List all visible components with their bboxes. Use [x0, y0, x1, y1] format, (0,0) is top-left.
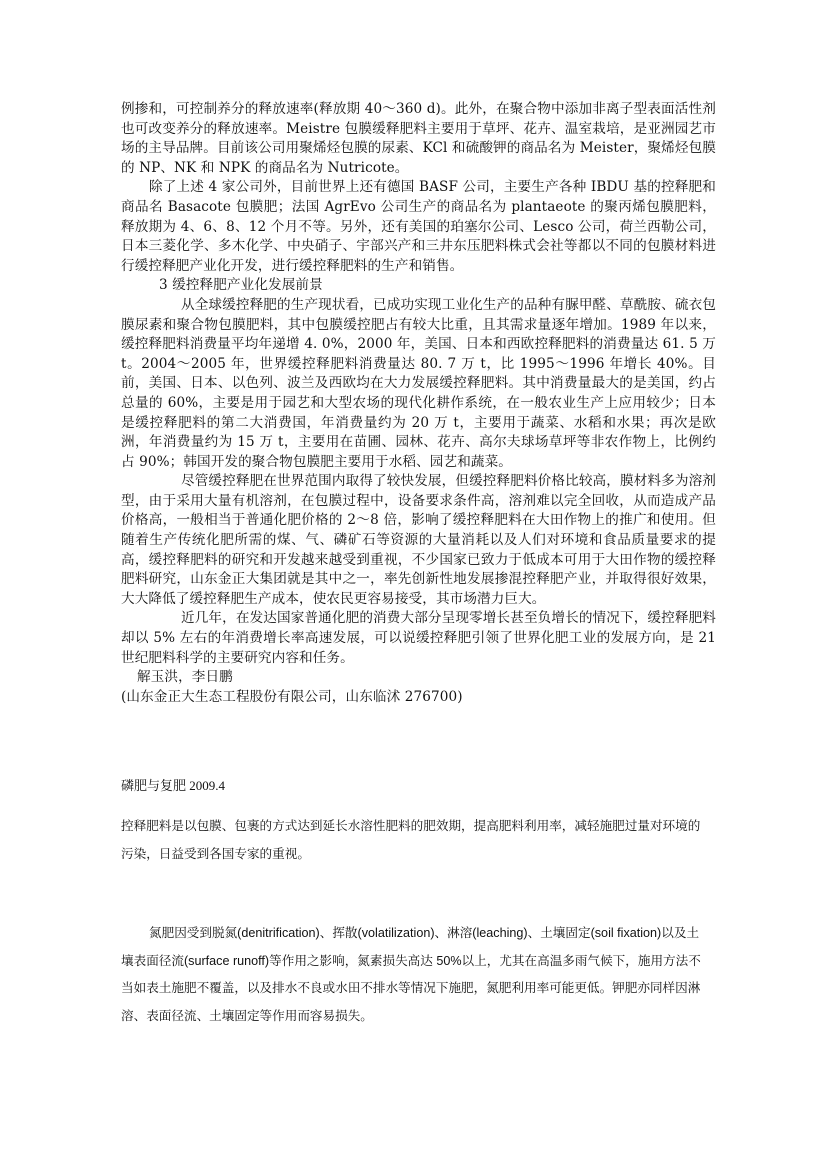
article-body	[121, 100, 716, 707]
nitrogen-paragraph: 氮肥因受到脱氮(denitrification)、挥散(volatilization)、淋溶(leaching)、土壤固定(soil fixation)以及土壤表面径流(surface runoff)等作用之影响，氮素损失高达 50%以上，尤其在高温多雨气候下，施用方法不当如表土施肥不覆盖，以及排水不良或水田不排水等情况下施肥，氮肥利用率可能更低。钾肥亦同样因淋溶、表面径流、土壤固定等作用而容易损失。	[121, 926, 701, 1023]
paragraph-growth-trend: 近几年，在发达国家普通化肥的消费大部分呈现零增长甚至负增长的情况下，缓控释肥料却以 5% 左右的年消费增长率高速发展，可以说缓控释肥引领了世界化肥工业的发展方向，是 21 世纪肥料科学的主要研究内容和任务。	[121, 610, 716, 666]
paragraph-cost-issues: 尽管缓控释肥在世界范围内取得了较快发展，但缓控释肥料价格比较高，膜材料多为溶剂型，由于采用大量有机溶剂，在包膜过程中，设备要求条件高，溶剂难以完全回收，从而造成产品价格高，一般相当于普通化肥价格的 2～8 倍，影响了缓控释肥料在大田作物上的推广和使用。但随着生产传统化肥所需的煤、气、磷矿石等资源的大量消耗以及人们对环境和食品质量要求的提高，缓控释肥料的研究和开发越来越受到重视，不少国家已致力于低成本可用于大田作物的缓控释肥料研究，山东金正大集团就是其中之一，率先创新性地发展掺混控释肥产业，并取得很好效果，大大降低了缓控释肥生产成本，使农民更容易接受，其市场潜力巨大。	[121, 473, 716, 607]
paragraph-global-status: 从全球缓控释肥的生产现状看，已成功实现工业化生产的品种有脲甲醛、草酰胺、硫衣包膜尿素和聚合物包膜肥料，其中包膜缓控肥占有较大比重，且其需求量逐年增加。1989 年以来，缓控释肥料消费量平均年递增 4. 0%，2000 年，美国、日本和西欧控释肥料的消费量达 61. 5 万 t。2004～2005 年，世界缓控释肥料消费量达 80. 7 万 t，比 1995～1996 年增长 40%。目前，美国、日本、以色列、波兰及西欧均在大力发展缓控释肥料。其中消费量最大的是美国，约占总量的 60%，主要是用于园艺和大型农场的现代化耕作系统，在一般农业生产上应用较少；日本是缓控释肥料的第二大消费国，年消费量约为 20 万 t，主要用于蔬菜、水稻和水果；再次是欧洲，年消费量约为 15 万 t，主要用在苗圃、园林、花卉、高尔夫球场草坪等非农作物上，比例约占 90%；韩国开发的聚合物包膜肥主要用于水稻、园艺和蔬菜。	[121, 296, 716, 470]
section-heading: 3 缓控释肥产业化发展前景	[159, 277, 323, 294]
nitrogen-section	[121, 920, 711, 1030]
notes-section	[121, 812, 711, 868]
paragraph-meistre: 例掺和，可控制养分的释放速率(释放期 40～360 d)。此外，在聚合物中添加非离子型表面活性剂也可改变养分的释放速率。Meistre 包膜缓释肥料主要用于草坪、花卉、温室栽培，是亚洲园艺市场的主导品牌。目前该公司用聚烯烃包膜的尿素、KCl 和硫酸钾的商品名为 Meister，聚烯烃包膜的 NP、NK 和 NPK 的商品名为 Nutricote。	[121, 101, 716, 176]
paragraph-other-companies: 除了上述 4 家公司外，目前世界上还有德国 BASF 公司，主要生产各种 IBDU 基的控释肥和商品名 Basacote 包膜肥；法国 AgrEvo 公司生产的商品名为 plantaeote 的聚丙烯包膜肥料，释放期为 4、6、8、12 个月不等。另外，还有美国的珀塞尔公司、Lesco 公司，荷兰西勒公司，日本三菱化学、多木化学、中央硝子、宇部兴产和三井东压肥料株式会社等都以不同的包膜材料进行缓控释肥产业化开发，进行缓控释肥料的生产和销售。	[121, 179, 716, 274]
source-citation: 磷肥与复肥 2009.4	[121, 778, 226, 793]
intro-paragraph: 控释肥料是以包膜、包裹的方式达到延长水溶性肥料的肥效期，提高肥料利用率，减轻施肥过量对环境的污染，日益受到各国专家的重视。	[121, 819, 701, 861]
affiliation-line: (山东金正大生态工程股份有限公司，山东临沭 276700)	[121, 688, 463, 705]
author-line: 解玉洪，李日鹏	[137, 669, 233, 686]
